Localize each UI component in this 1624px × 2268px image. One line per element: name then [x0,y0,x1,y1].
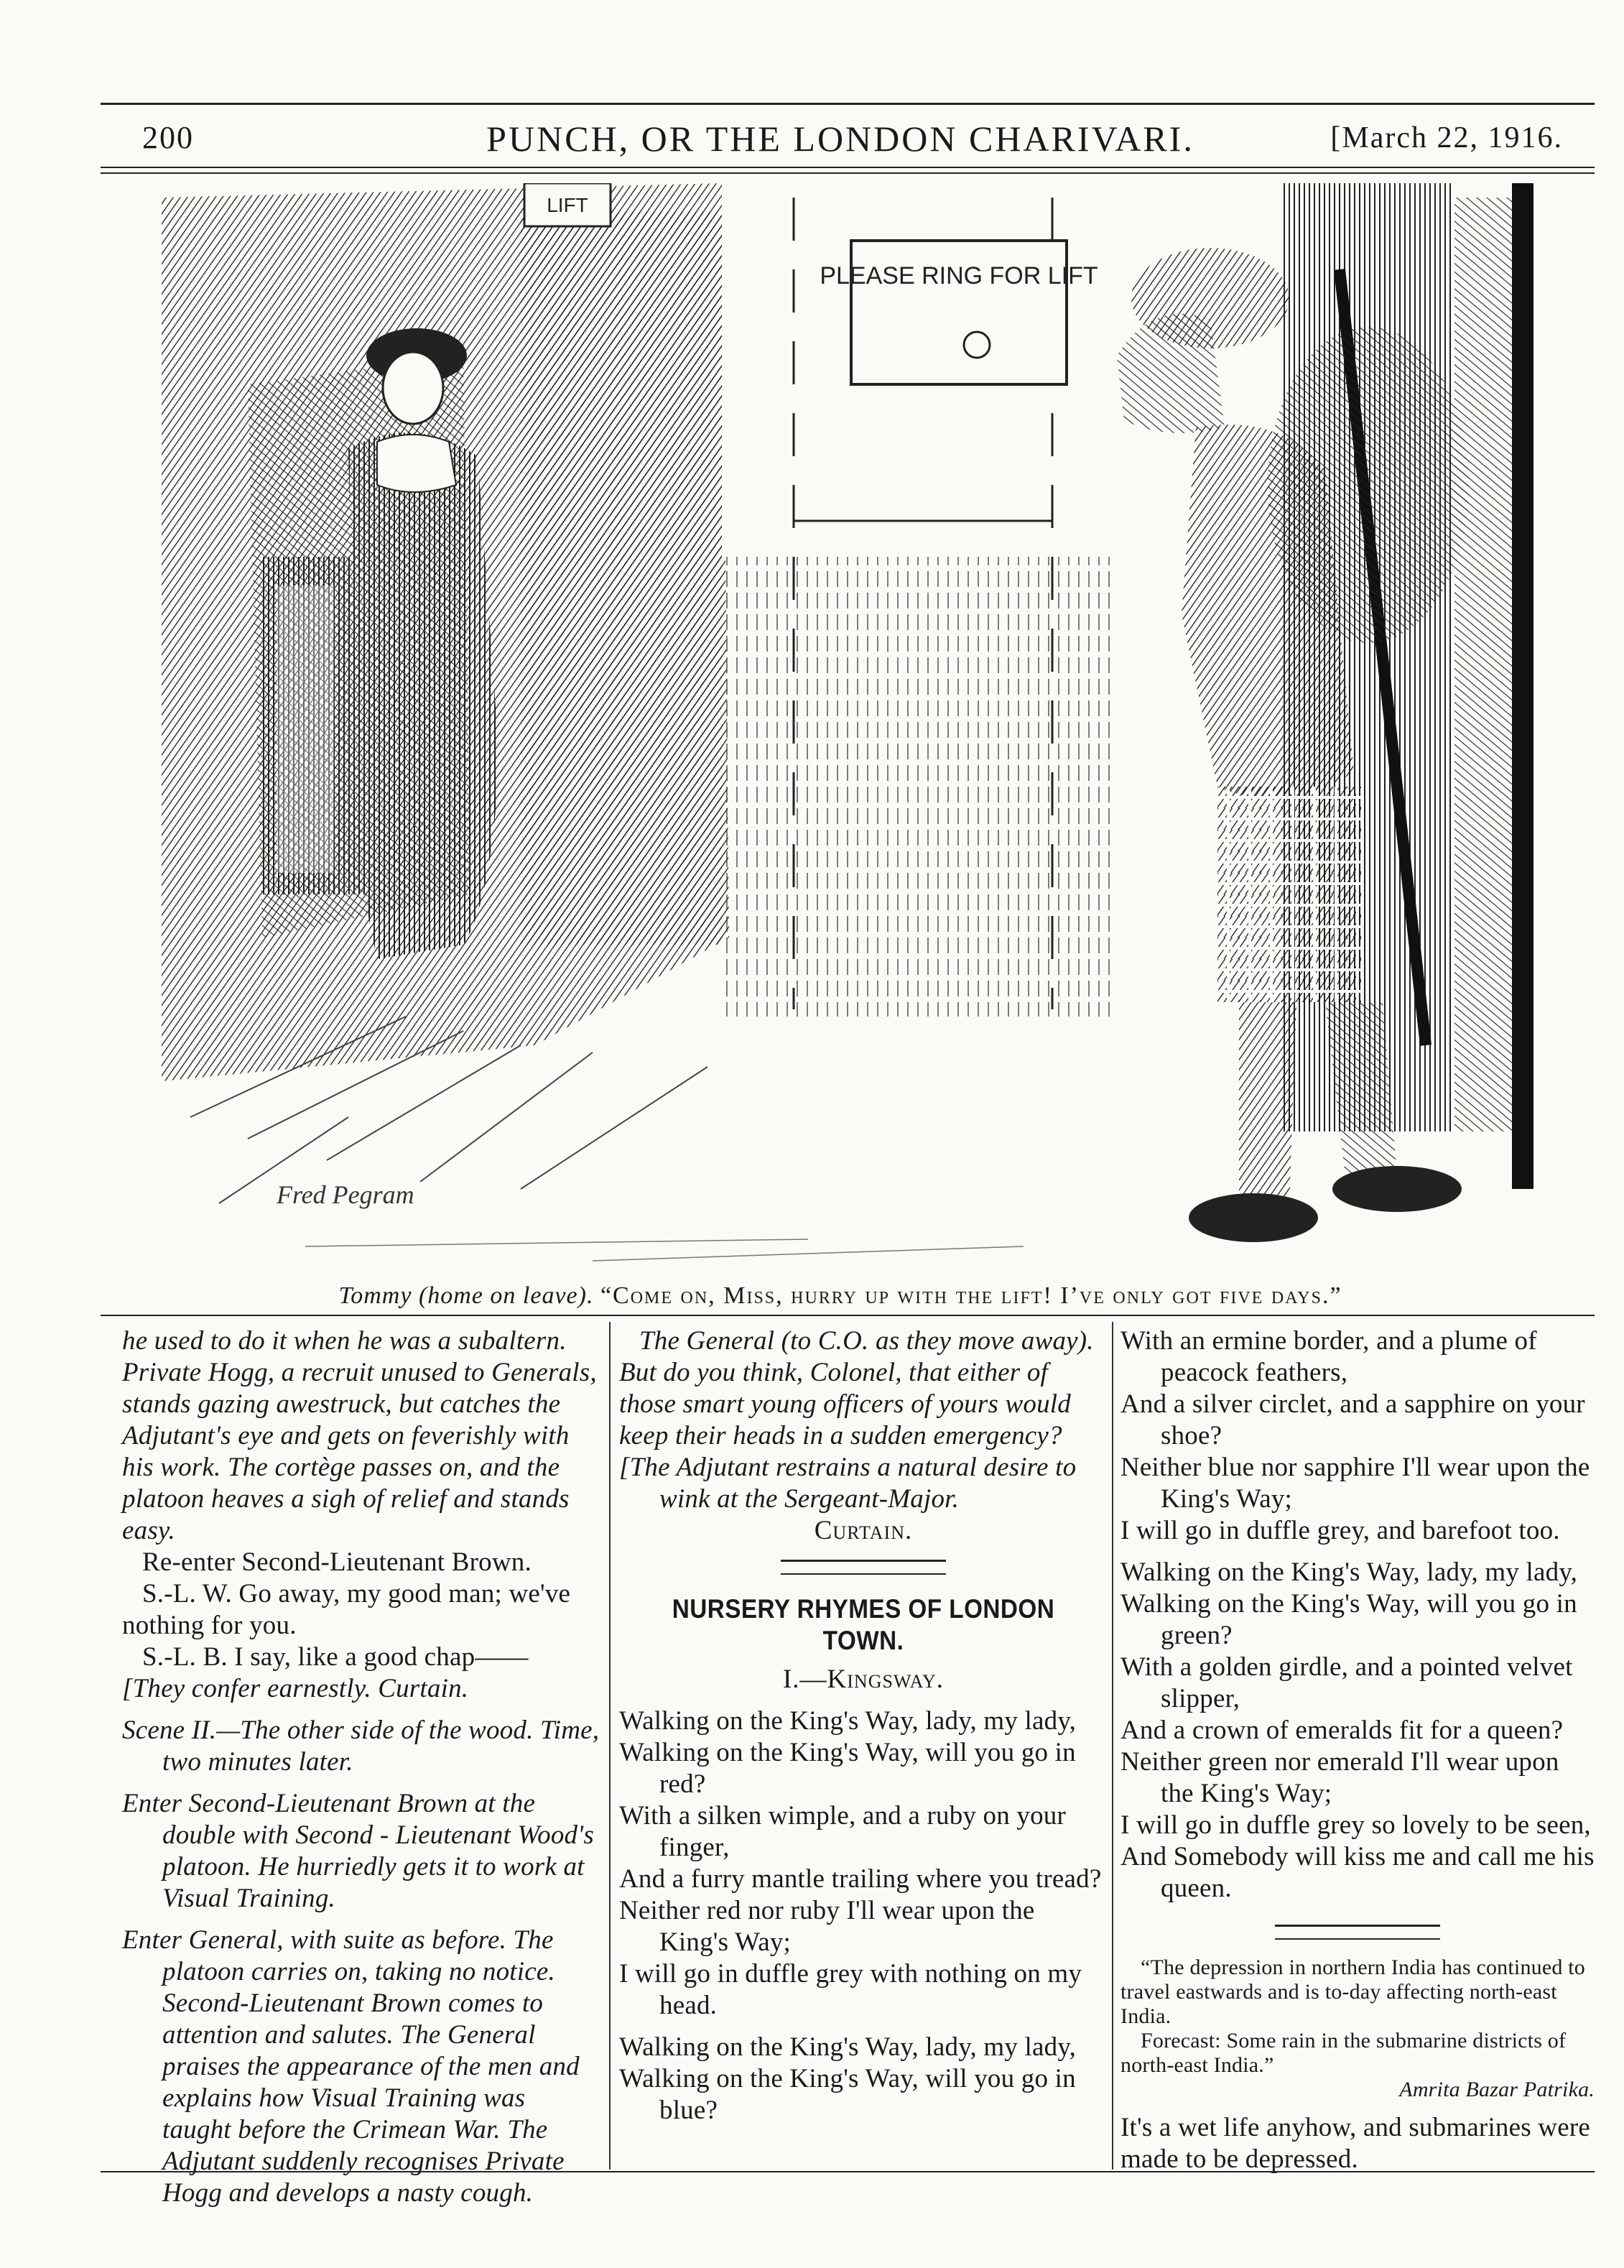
poem-title: NURSERY RHYMES OF LONDON TOWN. [672,1594,1055,1655]
poem-line-18: I will go in duffle grey so lovely to be seen, [1120,1810,1591,1840]
lift-sign: PLEASE RING FOR LIFT [820,262,1098,290]
poem-line-10: And a silver circlet, and a sapphire on your shoe? [1120,1389,1585,1450]
col2-curtain: Curtain. [814,1516,913,1545]
column-1 [122,1325,600,2209]
col1-para-2: Re-enter Second-Lieutenant Brown. [142,1547,532,1577]
poem-line-1: Walking on the King's Way, lady, my lady, [619,1706,1077,1736]
cartoon-illustration [162,183,1562,1282]
header-bottom-rule-2 [101,172,1595,174]
header-top-rule [101,103,1595,105]
masthead: PUNCH, OR THE LONDON CHARIVARI. [486,119,1194,159]
issue-date: [March 22, 1916. [1330,121,1563,154]
header-bottom-rule [101,167,1595,168]
lift-sign-top: LIFT [547,194,588,216]
poem-line-11: Neither blue nor sapphire I'll wear upon the King's Way; [1120,1453,1590,1514]
poem-line-19: And Somebody will kiss me and call me his queen. [1120,1842,1595,1903]
column-3 [1120,1325,1595,2175]
page-header [101,115,1580,165]
poem-line-6: I will go in duffle grey with nothing on my head. [619,1959,1082,2020]
caption-speaker: Tommy [338,1282,412,1309]
col1-para-7: Enter Second-Lieutenant Brown at the double with Second - Lieutenant Wood's platoon. He hurriedly gets it to work at Visual Training. [122,1789,594,1913]
lift-door [722,183,1110,1017]
poem-line-16: And a crown of emeralds fit for a queen? [1120,1716,1564,1745]
artist-signature: Fred Pegram [277,1180,414,1209]
col1-para-4: S.-L. B. I say, like a good chap—— [142,1642,529,1672]
quote-para-1: “The depression in northern India has continued to travel eastwards and is to-day affecting north-east India. [1120,1955,1585,2028]
section-divider-2 [1275,1925,1440,1940]
footer-rule [101,2171,1595,2172]
quote-source: Amrita Bazar Patrika. [1399,2078,1595,2101]
col1-para-1: he used to do it when he was a subaltern. Private Hogg, a recruit unused to Generals, stands gazing awestruck, but catches the Adjutant's eye and gets on feverishly with his work. The cortège passes on, and the platoon heaves a sigh of relief and stands easy. [122,1326,597,1545]
poem-line-3: With a silken wimple, and a ruby on your finger, [619,1801,1067,1862]
poem-line-8: Walking on the King's Way, will you go in blue? [619,2064,1076,2125]
col2-para-2: [The Adjutant restrains a natural desire to wink at the Sergeant-Major. [619,1453,1077,1514]
poem-line-12: I will go in duffle grey, and barefoot too. [1120,1516,1560,1545]
poem-line-5: Neither red nor ruby I'll wear upon the King's Way; [619,1896,1035,1957]
col1-para-6: Scene II.—The other side of the wood. Time, two minutes later. [122,1716,600,1777]
poem-line-9: With an ermine border, and a plume of peacock feathers, [1120,1326,1537,1387]
caption-rule [101,1315,1595,1316]
poem-line-13: Walking on the King's Way, lady, my lady, [1120,1557,1578,1587]
quote-para-2: Forecast: Some rain in the submarine districts of north-east India.” [1120,2029,1567,2077]
poem-line-14: Walking on the King's Way, will you go in green? [1120,1589,1577,1650]
poem-line-15: With a golden girdle, and a pointed velvet slipper, [1120,1652,1573,1713]
poem-line-17: Neither green nor emerald I'll wear upon the King's Way; [1120,1747,1559,1808]
col3-closing-para: It's a wet life anyhow, and submarines were made to be depressed. [1120,2113,1590,2174]
col1-para-8: Enter General, with suite as before. The platoon carries on, taking no notice. Second-Lieutenant Brown comes to attention and salutes. The General praises the appearance of the men and explains how Visual Training was taught before the Crimean War. The Adjutant suddenly recognises Private Hogg and develops a nasty cough. [122,1925,580,2208]
poem-line-7: Walking on the King's Way, lady, my lady, [619,2032,1077,2062]
col1-para-3: S.-L. W. Go away, my good man; we've nothing for you. [122,1579,571,1640]
column-rule-1 [609,1322,611,2170]
caption-note: (home on leave). [418,1282,594,1309]
col1-para-5: [They confer earnestly. Curtain. [122,1674,469,1703]
col2-para-1: The General (to C.O. as they move away). But do you think, Colonel, that either of those smart young officers of yours would keep their heads in a sudden emergency? [619,1326,1094,1450]
section-divider [781,1560,946,1575]
page-number: 200 [142,120,194,155]
column-rule-2 [1112,1322,1113,2170]
poem-line-2: Walking on the King's Way, will you go in red? [619,1738,1076,1799]
cartoon-caption [101,1282,1580,1310]
column-2 [619,1325,1108,2126]
poem-line-4: And a furry mantle trailing where you tread? [619,1864,1102,1894]
caption-quote: “Come on, Miss, hurry up with the lift! I’ve only got five days.” [600,1282,1342,1309]
poem-subtitle: I.—Kingsway. [782,1665,945,1694]
